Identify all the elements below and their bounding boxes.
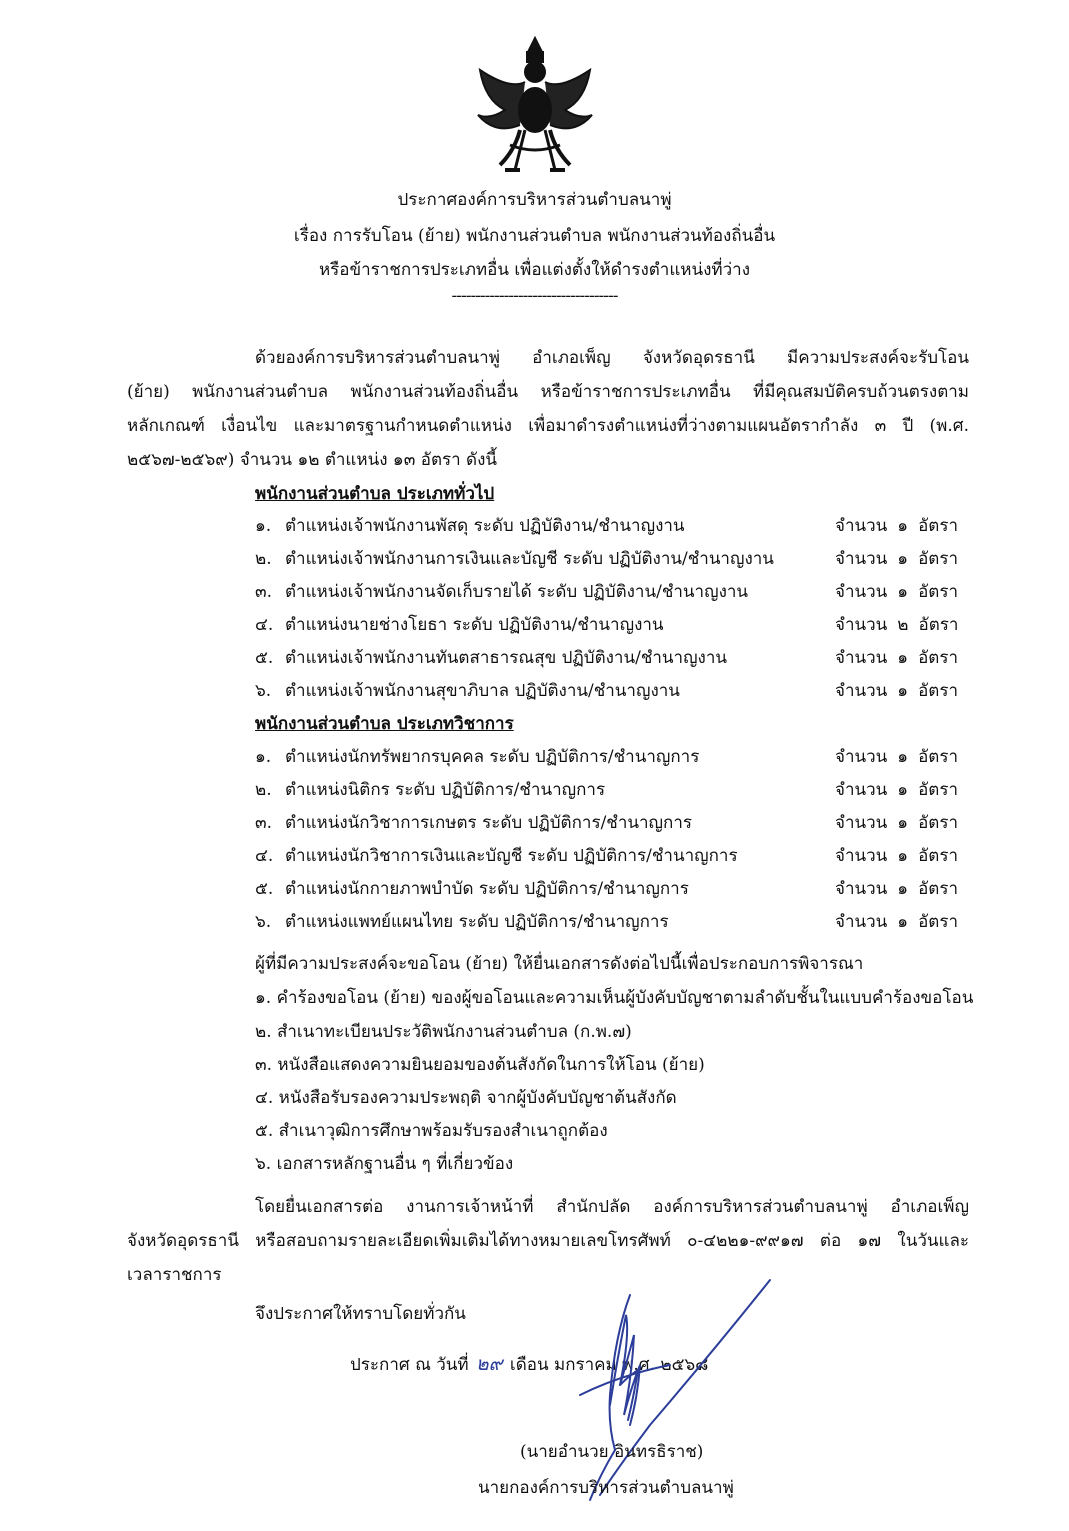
announcement-subject-cont: หรือข้าราชการประเภทอื่น เพื่อแต่งตั้งให้ดำรงตำแหน่งที่ว่าง: [318, 260, 751, 280]
position-number: ๒.: [255, 780, 272, 800]
announcement-subject: เรื่อง การรับโอน (ย้าย) พนักงานส่วนตำบล พนักงานส่วนท้องถิ่นอื่น: [293, 226, 776, 246]
position-count: จำนวน ๑ อัตรา: [835, 549, 959, 569]
position-row: [255, 677, 969, 707]
submission-line-2: จังหวัดอุดรธานี หรือสอบถามรายละเอียดเพิ่มเติมได้ทางหมายเลขโทรศัพท์ ๐-๔๒๒๑-๙๙๑๗ ต่อ ๑๗ ในวันและ: [127, 1231, 969, 1251]
position-count: จำนวน ๑ อัตรา: [835, 912, 959, 932]
position-count: จำนวน ๒ อัตรา: [835, 615, 959, 635]
position-number: ๔.: [255, 846, 274, 866]
position-count: จำนวน ๑ อัตรา: [835, 516, 959, 536]
section-general-heading: พนักงานส่วนตำบล ประเภททั่วไป: [255, 484, 495, 504]
position-title: ตำแหน่งนักกายภาพบำบัด ระดับ ปฏิบัติการ/ชำนาญการ: [285, 879, 689, 899]
position-title: ตำแหน่งเจ้าพนักงานสุขาภิบาล ปฏิบัติงาน/ชำนาญงาน: [285, 681, 680, 701]
garuda-emblem-icon: [470, 30, 600, 180]
position-number: ๒.: [255, 549, 272, 569]
position-number: ๖.: [255, 681, 272, 701]
position-count: จำนวน ๑ อัตรา: [835, 747, 959, 767]
date-day: ๒๙: [476, 1353, 503, 1375]
section-academic-heading: พนักงานส่วนตำบล ประเภทวิชาการ: [255, 714, 514, 734]
position-title: ตำแหน่งนักวิชาการเงินและบัญชี ระดับ ปฏิบัติการ/ชำนาญการ: [285, 846, 738, 866]
announcement-title: ประกาศองค์การบริหารส่วนตำบลนาพู่: [397, 190, 672, 210]
position-title: ตำแหน่งเจ้าพนักงานจัดเก็บรายได้ ระดับ ปฏิบัติงาน/ชำนาญงาน: [285, 582, 749, 602]
intro-line-4: ๒๕๖๗-๒๕๖๙) จำนวน ๑๒ ตำแหน่ง ๑๓ อัตรา ดังนี้: [127, 450, 498, 470]
position-row: [255, 512, 969, 542]
submission-line-3: เวลาราชการ: [127, 1265, 222, 1285]
document-item: ๕. สำเนาวุฒิการศึกษาพร้อมรับรองสำเนาถูกต้อง: [255, 1121, 608, 1141]
document-item: ๔. หนังสือรับรองความประพฤติ จากผู้บังคับบัญชาต้นสังกัด: [255, 1088, 677, 1108]
documents-intro: ผู้ที่มีความประสงค์จะขอโอน (ย้าย) ให้ยื่นเอกสารดังต่อไปนี้เพื่อประกอบการพิจารณา: [255, 954, 864, 974]
position-title: ตำแหน่งนายช่างโยธา ระดับ ปฏิบัติงาน/ชำนาญงาน: [285, 615, 664, 635]
position-number: ๕.: [255, 648, 274, 668]
divider: -----------------------------------: [451, 286, 618, 306]
document-item: ๖. เอกสารหลักฐานอื่น ๆ ที่เกี่ยวข้อง: [255, 1154, 514, 1174]
position-title: ตำแหน่งแพทย์แผนไทย ระดับ ปฏิบัติการ/ชำนาญการ: [285, 912, 669, 932]
position-number: ๓.: [255, 813, 273, 833]
position-row: [255, 578, 969, 608]
signatory-title: นายกองค์การบริหารส่วนตำบลนาพู่: [478, 1478, 734, 1498]
position-number: ๖.: [255, 912, 272, 932]
position-count: จำนวน ๑ อัตรา: [835, 780, 959, 800]
position-number: ๔.: [255, 615, 274, 635]
position-number: ๓.: [255, 582, 273, 602]
document-item: ๑. คำร้องขอโอน (ย้าย) ของผู้ขอโอนและความเห็นผู้บังคับบัญชาตามลำดับชั้นในแบบคำร้องขอโอน: [255, 988, 974, 1008]
document-item: ๓. หนังสือแสดงความยินยอมของต้นสังกัดในการให้โอน (ย้าย): [255, 1055, 705, 1075]
position-row: [255, 776, 969, 806]
position-count: จำนวน ๑ อัตรา: [835, 582, 959, 602]
position-title: ตำแหน่งนักวิชาการเกษตร ระดับ ปฏิบัติการ/ชำนาญการ: [285, 813, 693, 833]
position-title: ตำแหน่งเจ้าพนักงานพัสดุ ระดับ ปฏิบัติงาน/ชำนาญงาน: [285, 516, 685, 536]
position-row: [255, 809, 969, 839]
position-title: ตำแหน่งเจ้าพนักงานทันตสาธารณสุข ปฏิบัติงาน/ชำนาญงาน: [285, 648, 728, 668]
position-row: [255, 545, 969, 575]
position-count: จำนวน ๑ อัตรา: [835, 681, 959, 701]
position-row: [255, 743, 969, 773]
position-row: [255, 842, 969, 872]
intro-line-3: หลักเกณฑ์ เงื่อนไข และมาตรฐานกำหนดตำแหน่ง เพื่อมาดำรงตำแหน่งที่ว่างตามแผนอัตรากำลัง ๓ ปี (พ.ศ.: [127, 416, 969, 436]
position-title: ตำแหน่งเจ้าพนักงานการเงินและบัญชี ระดับ ปฏิบัติงาน/ชำนาญงาน: [285, 549, 774, 569]
position-count: จำนวน ๑ อัตรา: [835, 648, 959, 668]
position-count: จำนวน ๑ อัตรา: [835, 846, 959, 866]
position-count: จำนวน ๑ อัตรา: [835, 813, 959, 833]
position-title: ตำแหน่งนิติกร ระดับ ปฏิบัติการ/ชำนาญการ: [285, 780, 606, 800]
position-row: [255, 611, 969, 641]
intro-line-2: (ย้าย) พนักงานส่วนตำบล พนักงานส่วนท้องถิ่นอื่น หรือข้าราชการประเภทอื่น ที่มีคุณสมบัติครบถ้วนตรงตาม: [127, 382, 969, 402]
submission-line-1: โดยยื่นเอกสารต่อ งานการเจ้าหน้าที่ สำนักปลัด องค์การบริหารส่วนตำบลนาพู่ อำเภอเพ็ญ: [255, 1197, 969, 1217]
position-row: [255, 644, 969, 674]
position-number: ๑.: [255, 516, 272, 536]
closing-statement: จึงประกาศให้ทราบโดยทั่วกัน: [255, 1304, 466, 1324]
position-row: [255, 875, 969, 905]
document-item: ๒. สำเนาทะเบียนประวัติพนักงานส่วนตำบล (ก.พ.๗): [255, 1022, 632, 1042]
signature-icon: [560, 1275, 780, 1505]
position-number: ๑.: [255, 747, 272, 767]
position-title: ตำแหน่งนักทรัพยากรบุคคล ระดับ ปฏิบัติการ/ชำนาญการ: [285, 747, 700, 767]
position-count: จำนวน ๑ อัตรา: [835, 879, 959, 899]
position-number: ๕.: [255, 879, 274, 899]
intro-line-1: ด้วยองค์การบริหารส่วนตำบลนาพู่ อำเภอเพ็ญ จังหวัดอุดรธานี มีความประสงค์จะรับโอน: [255, 348, 969, 368]
position-row: [255, 908, 969, 938]
signatory-name: (นายอำนวย อินทรธิราช): [520, 1442, 704, 1462]
date-prefix: ประกาศ ณ วันที่: [350, 1355, 469, 1375]
date-month-year: เดือน มกราคม พ.ศ. ๒๕๖๘: [509, 1355, 709, 1375]
